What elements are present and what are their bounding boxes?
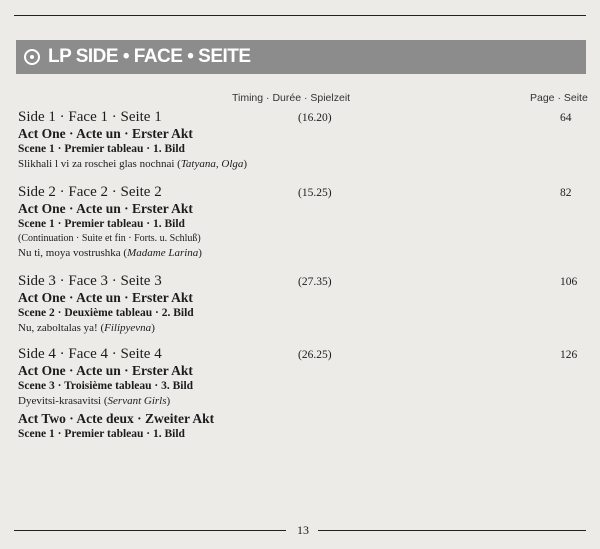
side-2-block [18, 183, 202, 261]
top-rule [14, 15, 586, 16]
song-note: Filipyevna [104, 322, 152, 334]
song-note: Madame Larina [127, 247, 199, 259]
scene-heading: Scene 2 · Deuxième tableau · 2. Bild [18, 307, 194, 319]
side-2-timing: (15.25) [298, 187, 332, 199]
side-title: Side 2 · Face 2 · Seite 2 [18, 184, 162, 200]
footer-rule-right [318, 530, 586, 531]
disc-icon [24, 49, 40, 65]
side-3-page: 106 [560, 276, 578, 288]
page-number: 13 [297, 523, 309, 537]
song-title: Nu, zaboltalas ya! [18, 322, 98, 334]
lp-side-banner [16, 40, 586, 74]
act-heading: Act One · Acte un · Erster Akt [18, 290, 193, 305]
scene-heading: Scene 1 · Premier tableau · 1. Bild [18, 143, 185, 155]
page-column-header: Page · Seite [530, 92, 588, 104]
side-1-timing: (16.20) [298, 112, 332, 124]
act-heading: Act One · Acte un · Erster Akt [18, 201, 193, 216]
act-two-heading: Act Two · Acte deux · Zweiter Akt [18, 411, 215, 426]
side-title: Side 1 · Face 1 · Seite 1 [18, 109, 162, 125]
scene-heading: Scene 3 · Troisième tableau · 3. Bild [18, 380, 194, 392]
scene-heading: Scene 1 · Premier tableau · 1. Bild [18, 218, 185, 230]
side-4-timing: (26.25) [298, 349, 332, 361]
song-title: Slikhali l vi za roschei glas nochnai [18, 158, 175, 170]
side-3-timing: (27.35) [298, 276, 332, 288]
footer-rule-left [14, 530, 286, 531]
side-1-block [18, 108, 247, 172]
side-2-page: 82 [560, 187, 572, 199]
song-line: Nu, zaboltalas ya! (Filipyevna) [18, 322, 155, 334]
song-line: Dyevitsi-krasavitsi (Servant Girls) [18, 395, 171, 407]
song-title: Nu ti, moya vostrushka [18, 247, 121, 259]
act-heading: Act One · Acte un · Erster Akt [18, 126, 193, 141]
continuation-note: (Continuation · Suite et fin · Forts. u. Schluß) [18, 233, 201, 244]
side-title: Side 4 · Face 4 · Seite 4 [18, 346, 162, 362]
banner-title: LP SIDE • FACE • SEITE [48, 46, 251, 67]
song-note: Servant Girls [107, 395, 167, 407]
side-1-page: 64 [560, 112, 572, 124]
timing-column-header: Timing · Durée · Spielzeit [232, 92, 351, 104]
side-3-block [18, 272, 194, 336]
song-line: Slikhali l vi za roschei glas nochnai (Tatyana, Olga) [18, 158, 248, 170]
act-heading: Act One · Acte un · Erster Akt [18, 363, 193, 378]
side-4-block [18, 345, 214, 442]
side-title: Side 3 · Face 3 · Seite 3 [18, 273, 162, 289]
song-title: Dyevitsi-krasavitsi [18, 395, 102, 407]
song-line: Nu ti, moya vostrushka (Madame Larina) [18, 247, 202, 259]
scene-heading: Scene 1 · Premier tableau · 1. Bild [18, 428, 185, 440]
song-note: Tatyana, Olga [180, 158, 244, 170]
side-4-page: 126 [560, 349, 578, 361]
